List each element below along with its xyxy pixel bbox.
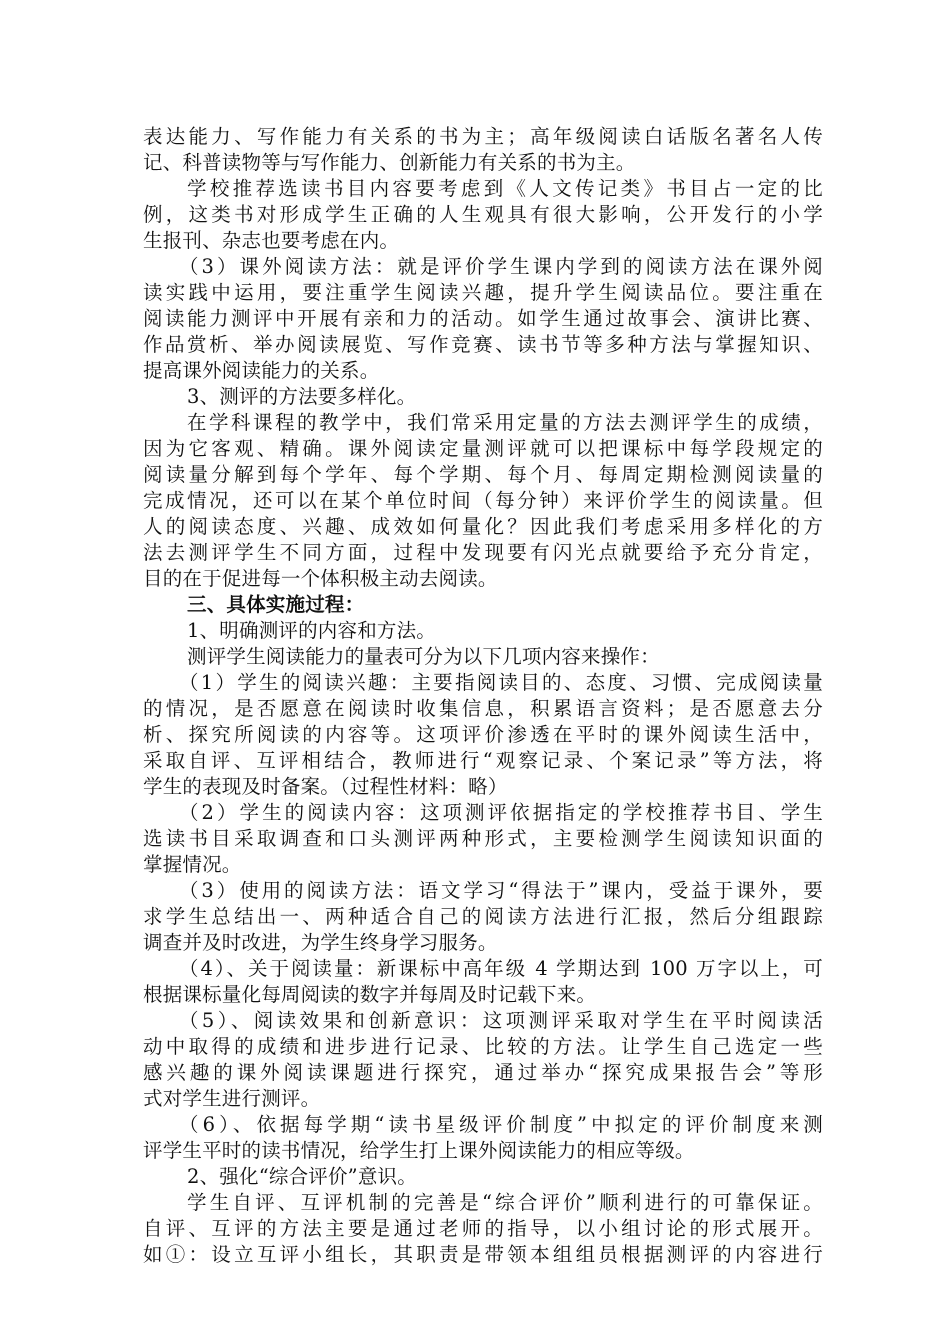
text-line: 人的阅读态度、兴趣、成效如何量化？因此我们考虑采用多样化的方 xyxy=(143,515,823,538)
text-line: 根据课标量化每周阅读的数字并每周及时记载下来。 xyxy=(143,983,597,1006)
text-line: 阅读量分解到每个学年、每个学期、每个月、每周定期检测阅读量的 xyxy=(143,463,823,486)
text-line: 记、科普读物等与写作能力、创新能力有关系的书为主。 xyxy=(143,151,636,174)
text-line: 例，这类书对形成学生正确的人生观具有很大影响，公开发行的小学 xyxy=(143,203,823,226)
text-line: 如①：设立互评小组长，其职责是带领本组组员根据测评的内容进行 xyxy=(143,1243,823,1266)
text-line: 1、明确测评的内容和方法。 xyxy=(187,619,437,642)
document-body xyxy=(143,124,823,1268)
text-line: 学生自评、互评机制的完善是“综合评价”顺利进行的可靠保证。 xyxy=(187,1191,823,1214)
text-line: 在学科课程的教学中，我们常采用定量的方法去测评学生的成绩， xyxy=(187,411,823,434)
text-line: 3、测评的方法要多样化。 xyxy=(187,385,417,408)
text-line: 目的在于促进每一个体积极主动去阅读。 xyxy=(143,567,498,590)
text-line: 求学生总结出一、两种适合自己的阅读方法进行汇报，然后分组跟踪 xyxy=(143,905,823,928)
text-line: 2、强化“综合评价”意识。 xyxy=(187,1165,417,1188)
text-line: （3）使用的阅读方法：语文学习“得法于”课内，受益于课外，要 xyxy=(179,879,823,902)
text-line: （5）、阅读效果和创新意识：这项测评采取对学生在平时阅读活 xyxy=(179,1009,823,1032)
text-line: 调查并及时改进，为学生终身学习服务。 xyxy=(143,931,498,954)
section-heading: 三、具体实施过程： xyxy=(187,593,365,616)
text-line: 采取自评、互评相结合，教师进行“观察记录、个案记录”等方法，将 xyxy=(143,749,823,772)
text-line: 表达能力、写作能力有关系的书为主；高年级阅读白话版名著名人传 xyxy=(143,125,823,148)
text-line: （4）、关于阅读量：新课标中高年级 4 学期达到 100 万字以上，可 xyxy=(179,957,823,980)
text-line: 提高课外阅读能力的关系。 xyxy=(143,359,380,382)
text-line: 生报刊、杂志也要考虑在内。 xyxy=(143,229,400,252)
text-line: 选读书目采取调查和口头测评两种形式，主要检测学生阅读知识面的 xyxy=(143,827,823,850)
text-line: 感兴趣的课外阅读课题进行探究，通过举办“探究成果报告会”等形 xyxy=(143,1061,823,1084)
text-line: 析、探究所阅读的内容等。这项评价渗透在平时的课外阅读生活中， xyxy=(143,723,823,746)
text-line: 因为它客观、精确。课外阅读定量测评就可以把课标中每学段规定的 xyxy=(143,437,823,460)
text-line: （6）、依据每学期“读书星级评价制度”中拟定的评价制度来测 xyxy=(179,1113,823,1136)
text-line: 法去测评学生不同方面，过程中发现要有闪光点就要给予充分肯定， xyxy=(143,541,823,564)
text-line: 自评、互评的方法主要是通过老师的指导，以小组讨论的形式展开。 xyxy=(143,1217,823,1240)
text-line: 的情况，是否愿意在阅读时收集信息，积累语言资料；是否愿意去分 xyxy=(143,697,823,720)
text-line: （2）学生的阅读内容：这项测评依据指定的学校推荐书目、学生 xyxy=(179,801,823,824)
text-line: 学生的表现及时备案。（过程性材料：略） xyxy=(143,775,508,798)
text-line: 完成情况，还可以在某个单位时间（每分钟）来评价学生的阅读量。但 xyxy=(143,489,823,512)
text-line: （1）学生的阅读兴趣：主要指阅读目的、态度、习惯、完成阅读量 xyxy=(179,671,823,694)
text-line: 作品赏析、举办阅读展览、写作竞赛、读书节等多种方法与掌握知识、 xyxy=(143,333,823,356)
text-line: （3）课外阅读方法：就是评价学生课内学到的阅读方法在课外阅 xyxy=(179,255,823,278)
text-line: 掌握情况。 xyxy=(143,853,242,876)
text-line: 读实践中运用，要注重学生阅读兴趣，提升学生阅读品位。要注重在 xyxy=(143,281,823,304)
text-line: 阅读能力测评中开展有亲和力的活动。如学生通过故事会、演讲比赛、 xyxy=(143,307,823,330)
text-line: 评学生平时的读书情况，给学生打上课外阅读能力的相应等级。 xyxy=(143,1139,695,1162)
text-line: 测评学生阅读能力的量表可分为以下几项内容来操作： xyxy=(187,645,660,668)
text-line: 学校推荐选读书目内容要考虑到《人文传记类》书目占一定的比 xyxy=(187,177,823,200)
text-line: 式对学生进行测评。 xyxy=(143,1087,321,1110)
text-line: 动中取得的成绩和进步进行记录、比较的方法。让学生自己选定一些 xyxy=(143,1035,823,1058)
